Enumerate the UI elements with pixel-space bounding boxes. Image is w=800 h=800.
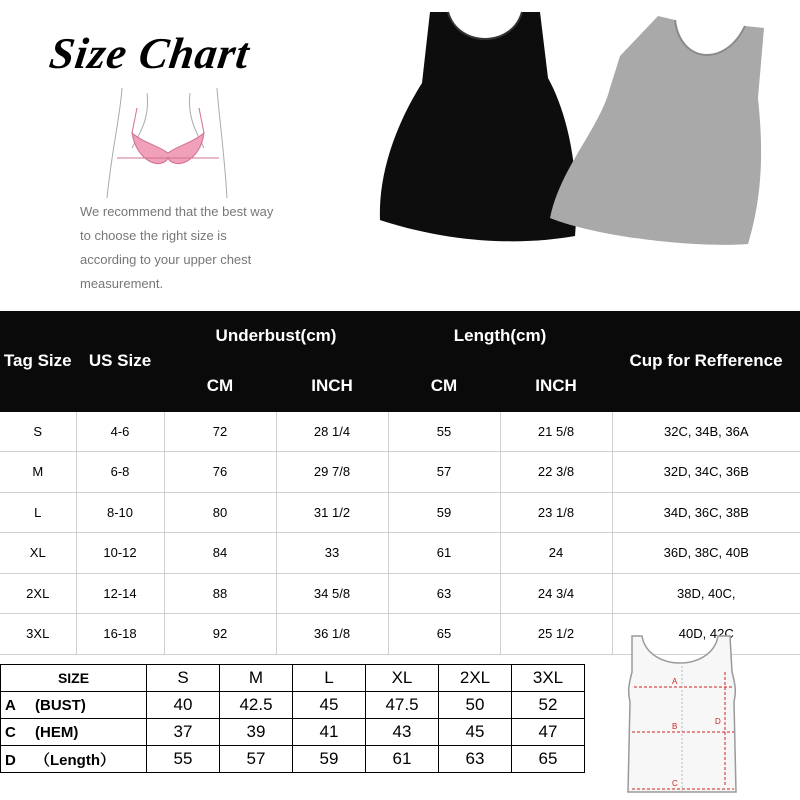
underbust-cm-cell: 80 [164,492,276,533]
measure-cell: 45 [293,692,366,719]
underbust-cm-cell: 84 [164,533,276,574]
measure-cell: 37 [147,719,220,746]
measure-cell: 61 [366,746,439,773]
tag-size-cell: M [0,452,76,493]
table-row [1,719,585,746]
size-col-header: 3XL [512,665,585,692]
underbust-inch-cell: 31 1/2 [276,492,388,533]
tag-size-cell: XL [0,533,76,574]
diagram-label-c: C [672,779,678,788]
size-col-header: M [220,665,293,692]
header-underbust-cm: CM [164,361,276,411]
measure-cell: 40 [147,692,220,719]
measure-cell: 45 [439,719,512,746]
table-row [0,533,800,574]
measure-cell: 41 [293,719,366,746]
underbust-inch-cell: 34 5/8 [276,573,388,614]
underbust-cm-cell: 72 [164,411,276,452]
measure-name: （Length） [35,751,115,769]
us-size-cell: 12-14 [76,573,164,614]
measure-cell: 52 [512,692,585,719]
tag-size-cell: 2XL [0,573,76,614]
measure-row-label [1,692,147,719]
size-header: SIZE [1,665,147,692]
measure-cell: 59 [293,746,366,773]
page-title: Size Chart [46,29,253,78]
size-col-header: XL [366,665,439,692]
table-row [1,746,585,773]
header-underbust-inch: INCH [276,361,388,411]
length-cm-cell: 55 [388,411,500,452]
cup-cell: 32D, 34C, 36B [612,452,800,493]
size-col-header: 2XL [439,665,512,692]
header-us-size: US Size [76,311,164,411]
length-inch-cell: 24 3/4 [500,573,612,614]
us-size-cell: 16-18 [76,614,164,655]
us-size-cell: 6-8 [76,452,164,493]
underbust-inch-cell: 33 [276,533,388,574]
diagram-label-b: B [672,722,678,731]
length-cm-cell: 61 [388,533,500,574]
tank-top-measurement-diagram [620,632,745,797]
header-length: Length(cm) [388,311,612,361]
underbust-cm-cell: 88 [164,573,276,614]
tag-size-cell: S [0,411,76,452]
underbust-inch-cell: 28 1/4 [276,411,388,452]
us-size-cell: 8-10 [76,492,164,533]
measure-cell: 63 [439,746,512,773]
size-col-header: S [147,665,220,692]
length-inch-cell: 25 1/2 [500,614,612,655]
size-recommendation-text: We recommend that the best way to choose the right size is according to your upper chest measurement. [80,204,274,291]
measure-key: C [5,723,16,741]
measure-cell: 65 [512,746,585,773]
cup-cell: 38D, 40C, [612,573,800,614]
diagram-label-a: A [672,677,678,686]
underbust-inch-cell: 36 1/8 [276,614,388,655]
measure-cell: 50 [439,692,512,719]
measure-row-label [1,719,147,746]
length-inch-cell: 21 5/8 [500,411,612,452]
bra-illustration [92,88,242,203]
measure-name: (HEM) [35,723,79,741]
measure-name: (BUST) [35,696,86,714]
measure-key: A [5,696,16,714]
measure-cell: 42.5 [220,692,293,719]
cup-cell: 40D, 42C [612,614,800,655]
underbust-cm-cell: 76 [164,452,276,493]
cup-cell: 36D, 38C, 40B [612,533,800,574]
table-row [0,452,800,493]
length-cm-cell: 57 [388,452,500,493]
measure-key: D [5,751,16,769]
table-row [0,492,800,533]
measure-cell: 55 [147,746,220,773]
size-col-header: L [293,665,366,692]
measure-cell: 47.5 [366,692,439,719]
tag-size-cell: L [0,492,76,533]
measurement-table [0,664,585,773]
table-row [1,692,585,719]
diagram-label-d: D [715,717,721,726]
length-cm-cell: 59 [388,492,500,533]
measure-cell: 57 [220,746,293,773]
underbust-inch-cell: 29 7/8 [276,452,388,493]
cup-cell: 32C, 34B, 36A [612,411,800,452]
measure-cell: 47 [512,719,585,746]
tag-size-cell: 3XL [0,614,76,655]
measure-row-label [1,746,147,773]
size-table [0,311,800,655]
gray-tank-top-photo [540,8,780,248]
length-inch-cell: 24 [500,533,612,574]
header-length-cm: CM [388,361,500,411]
table-row [0,573,800,614]
us-size-cell: 4-6 [76,411,164,452]
underbust-cm-cell: 92 [164,614,276,655]
length-cm-cell: 63 [388,573,500,614]
table-row [0,411,800,452]
header-tag-size: Tag Size [0,311,76,411]
length-inch-cell: 23 1/8 [500,492,612,533]
us-size-cell: 10-12 [76,533,164,574]
header-underbust: Underbust(cm) [164,311,388,361]
cup-cell: 34D, 36C, 38B [612,492,800,533]
measure-cell: 39 [220,719,293,746]
length-inch-cell: 22 3/8 [500,452,612,493]
measure-cell: 43 [366,719,439,746]
header-length-inch: INCH [500,361,612,411]
header-cup: Cup for Refference [612,311,800,411]
length-cm-cell: 65 [388,614,500,655]
